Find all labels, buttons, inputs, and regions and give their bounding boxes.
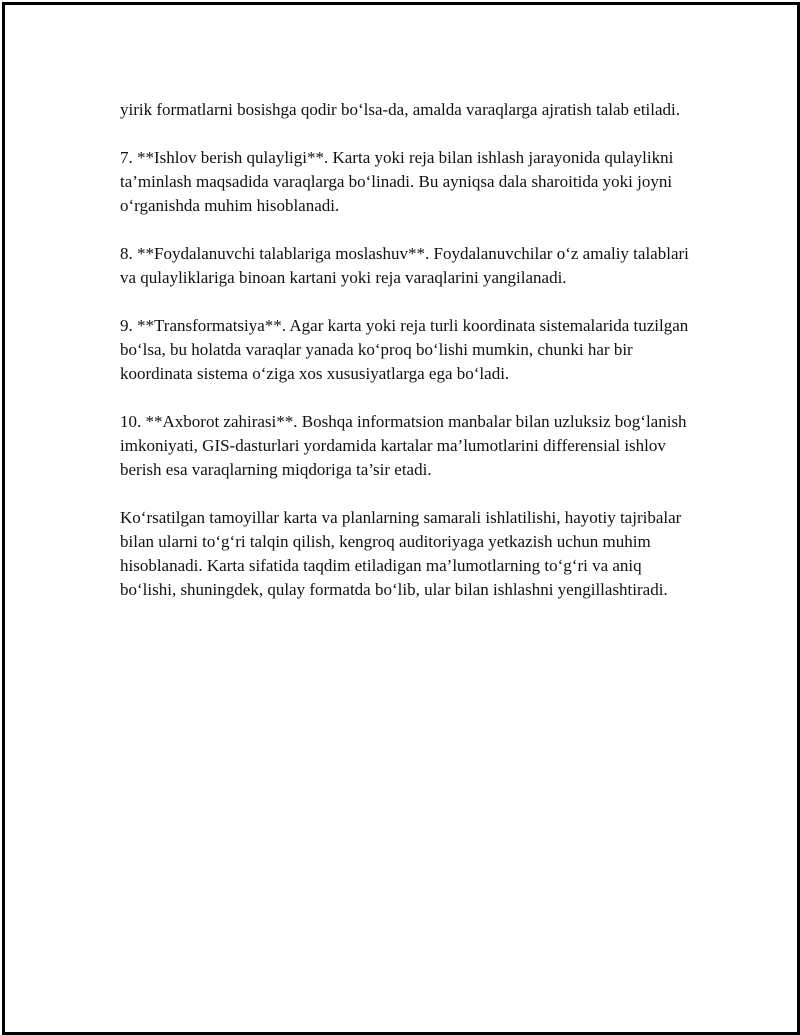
- paragraph-item-10: 10. **Axborot zahirasi**. Boshqa informatsion manbalar bilan uzluksiz bog‘lanish imkoniyati, GIS-dasturlari yordamida kartalar ma’lumotlarini differensial ishlov berish esa varaqlarning miqdoriga ta’sir etadi.: [120, 412, 687, 479]
- paragraph-conclusion: Ko‘rsatilgan tamoyillar karta va planlarning samarali ishlatilishi, hayotiy tajribalar bilan ularni to‘g‘ri talqin qilish, kengroq auditoriyaga yetkazish uchun muhim hisoblanadi. Karta sifatida taqdim etiladigan ma’lumotlarning to‘g‘ri va aniq bo‘lishi, shuningdek, qulay formatda bo‘lib, ular bilan ishlashni yengillashtiradi.: [120, 508, 682, 599]
- document-body: [120, 98, 700, 602]
- paragraph-continuation: yirik formatlarni bosishga qodir bo‘lsa-da, amalda varaqlarga ajratish talab etiladi.: [120, 100, 681, 119]
- paragraph-item-8: 8. **Foydalanuvchi talablariga moslashuv**. Foydalanuvchilar o‘z amaliy talablari va qulayliklariga binoan kartani yoki reja varaqlarini yangilanadi.: [120, 244, 689, 287]
- paragraph-item-7: 7. **Ishlov berish qulayligi**. Karta yoki reja bilan ishlash jarayonida qulaylikni ta’minlash maqsadida varaqlarga bo‘linadi. Bu ayniqsa dala sharoitida yoki joyni o‘rganishda muhim hisoblanadi.: [120, 148, 674, 215]
- paragraph-item-9: 9. **Transformatsiya**. Agar karta yoki reja turli koordinata sistemalarida tuzilgan bo‘lsa, bu holatda varaqlar yanada ko‘proq bo‘lishi mumkin, chunki har bir koordinata sistema o‘ziga xos xususiyatlarga ega bo‘ladi.: [120, 316, 689, 383]
- page-frame: [2, 2, 800, 1035]
